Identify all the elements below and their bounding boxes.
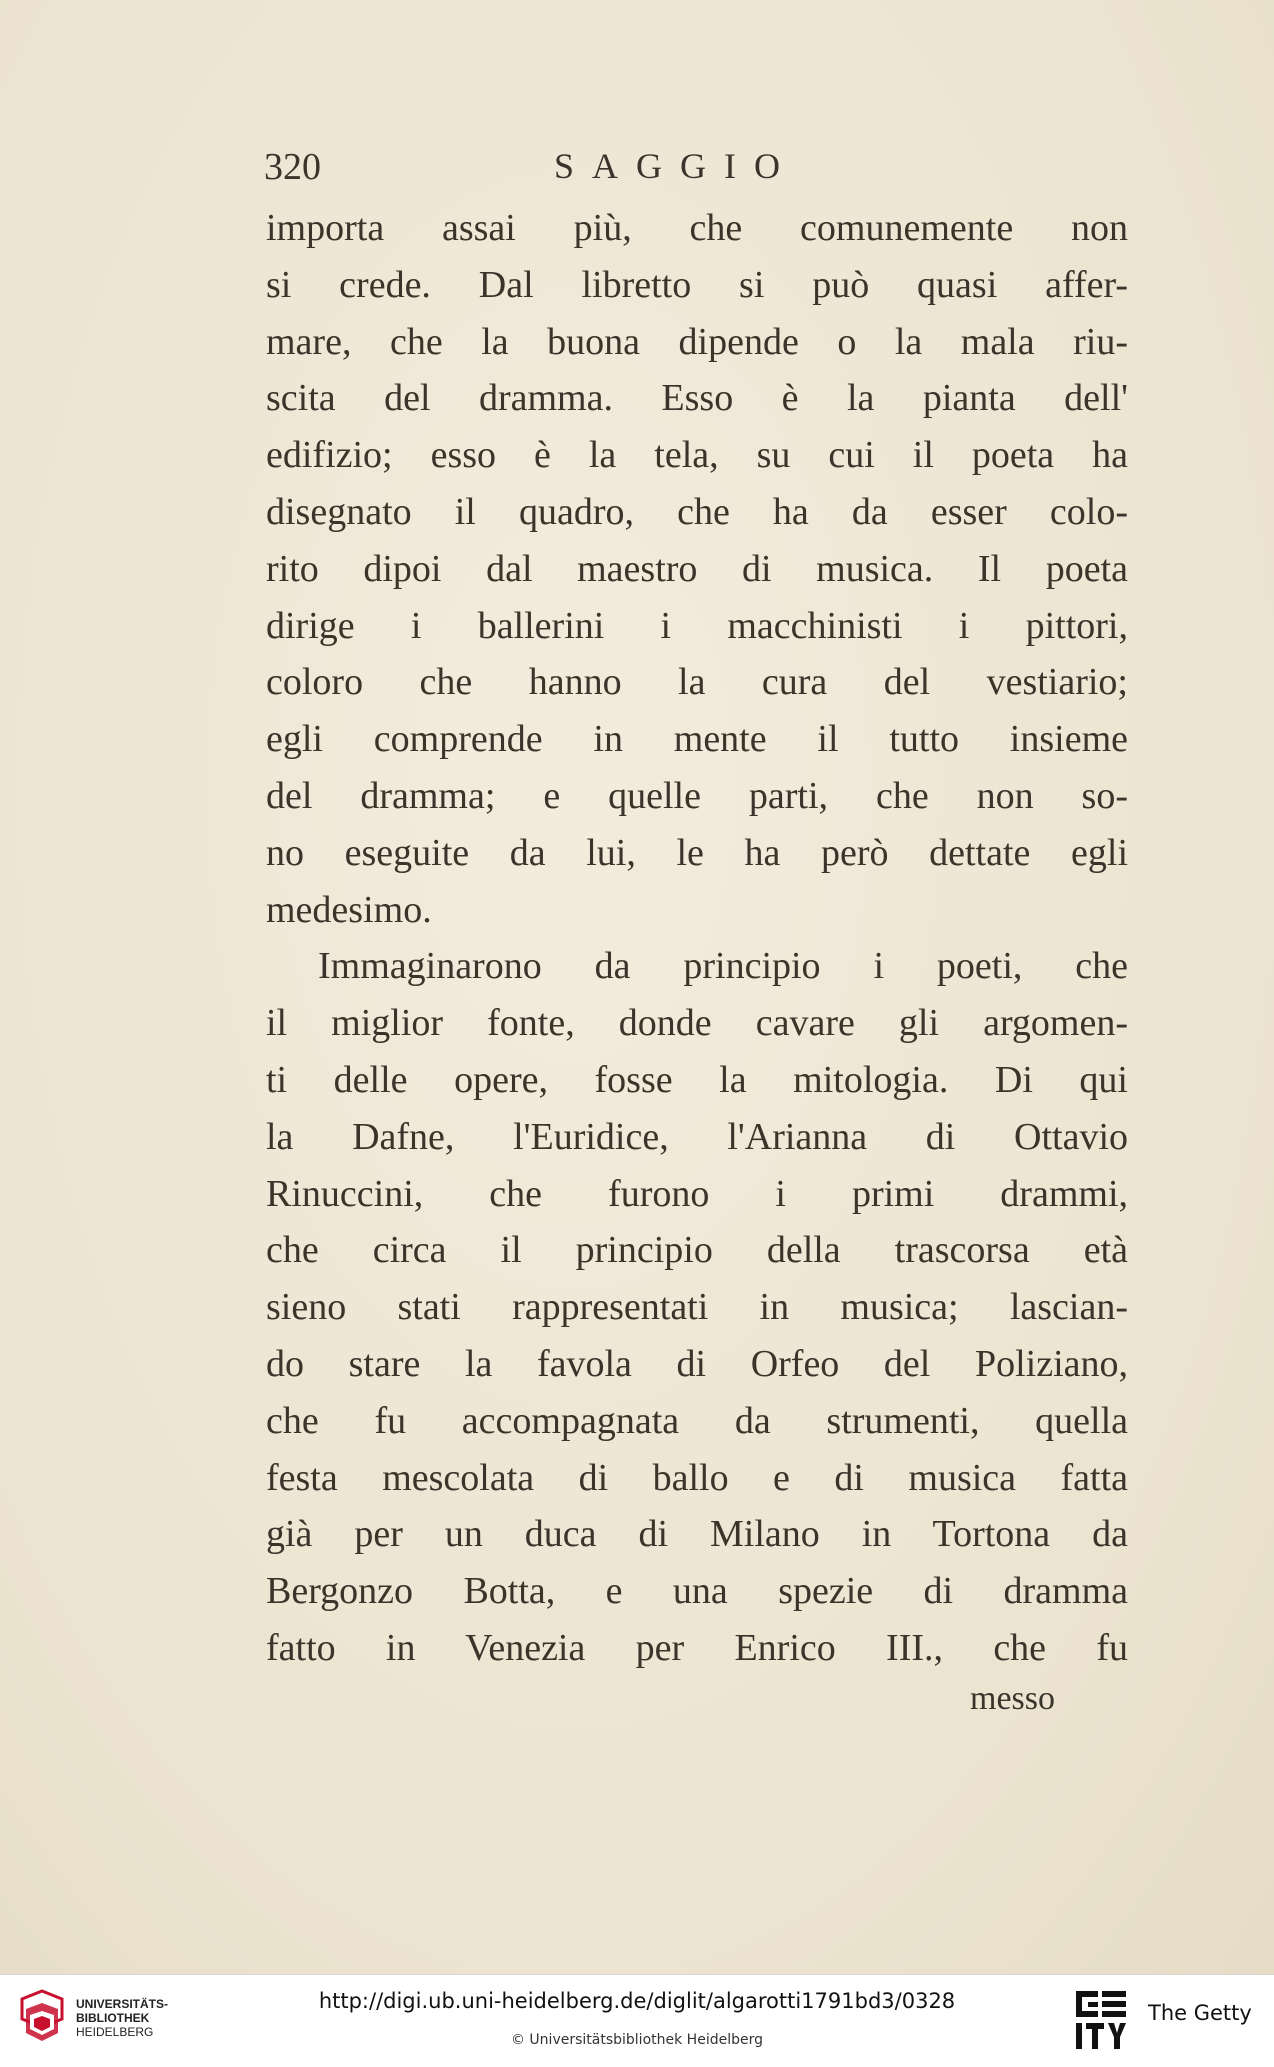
text-line: importa assai più, che comunemente non bbox=[266, 207, 1128, 249]
viewer-footer bbox=[0, 1974, 1274, 2067]
text-line: si crede. Dal libretto si può quasi affer- bbox=[266, 263, 1128, 306]
page-header bbox=[264, 145, 1124, 195]
text-line: sieno stati rappresentati in musica; lascian- bbox=[266, 1286, 1128, 1329]
text-line: Rinuccini, che furono i primi drammi, bbox=[266, 1172, 1128, 1215]
library-name-line: UNIVERSITÄTS- bbox=[76, 1997, 169, 2011]
copyright-notice: © Universitätsbibliothek Heidelberg bbox=[510, 2032, 763, 2048]
text-line: fatto in Venezia per Enrico III., che fu bbox=[266, 1626, 1128, 1669]
text-line: egli comprende in mente il tutto insieme bbox=[266, 718, 1128, 761]
text-line: medesimo. bbox=[266, 888, 432, 931]
text-line: no eseguite da lui, le ha però dettate egli bbox=[266, 831, 1128, 874]
text-line: festa mescolata di ballo e di musica fatta bbox=[266, 1456, 1128, 1499]
library-name-line: HEIDELBERG bbox=[76, 2025, 154, 2039]
library-name-line: BIBLIOTHEK bbox=[76, 2011, 150, 2025]
text-line: Immaginarono da principio i poeti, che bbox=[318, 945, 1128, 988]
text-line: già per un duca di Milano in Tortona da bbox=[266, 1513, 1128, 1556]
text-line: edifizio; esso è la tela, su cui il poeta ha bbox=[266, 434, 1128, 477]
page-number: 320 bbox=[264, 146, 321, 188]
text-line: dirige i ballerini i macchinisti i pittori, bbox=[266, 604, 1128, 647]
catchword: messo bbox=[970, 1680, 1055, 1717]
text-line: il miglior fonte, donde cavare gli argomen- bbox=[266, 1002, 1128, 1045]
text-line: Bergonzo Botta, e una spezie di dramma bbox=[266, 1570, 1128, 1613]
text-line: disegnato il quadro, che ha da esser colo- bbox=[266, 490, 1128, 533]
running-head: SAGGIO bbox=[554, 146, 799, 186]
permalink-url[interactable]: http://digi.ub.uni-heidelberg.de/diglit/algarotti1791bd3/0328 bbox=[318, 1989, 956, 2013]
text-line: che fu accompagnata da strumenti, quella bbox=[266, 1399, 1128, 1442]
sponsor-name: The Getty bbox=[1148, 2001, 1252, 2025]
text-line: che circa il principio della trascorsa età bbox=[266, 1229, 1128, 1272]
text-line: scita del dramma. Esso è la pianta dell' bbox=[266, 377, 1128, 420]
text-line: do stare la favola di Orfeo del Poliziano, bbox=[266, 1342, 1128, 1385]
text-line: rito dipoi dal maestro di musica. Il poeta bbox=[266, 547, 1128, 590]
body-text bbox=[266, 200, 1128, 1677]
text-line: la Dafne, l'Euridice, l'Arianna di Ottavio bbox=[266, 1115, 1128, 1158]
text-line: ti delle opere, fosse la mitologia. Di qui bbox=[266, 1058, 1128, 1101]
getty-logo-icon bbox=[1074, 1989, 1128, 2051]
text-line: coloro che hanno la cura del vestiario; bbox=[266, 661, 1128, 704]
text-line: del dramma; e quelle parti, che non so- bbox=[266, 774, 1128, 817]
text-line: mare, che la buona dipende o la mala riu- bbox=[266, 320, 1128, 363]
